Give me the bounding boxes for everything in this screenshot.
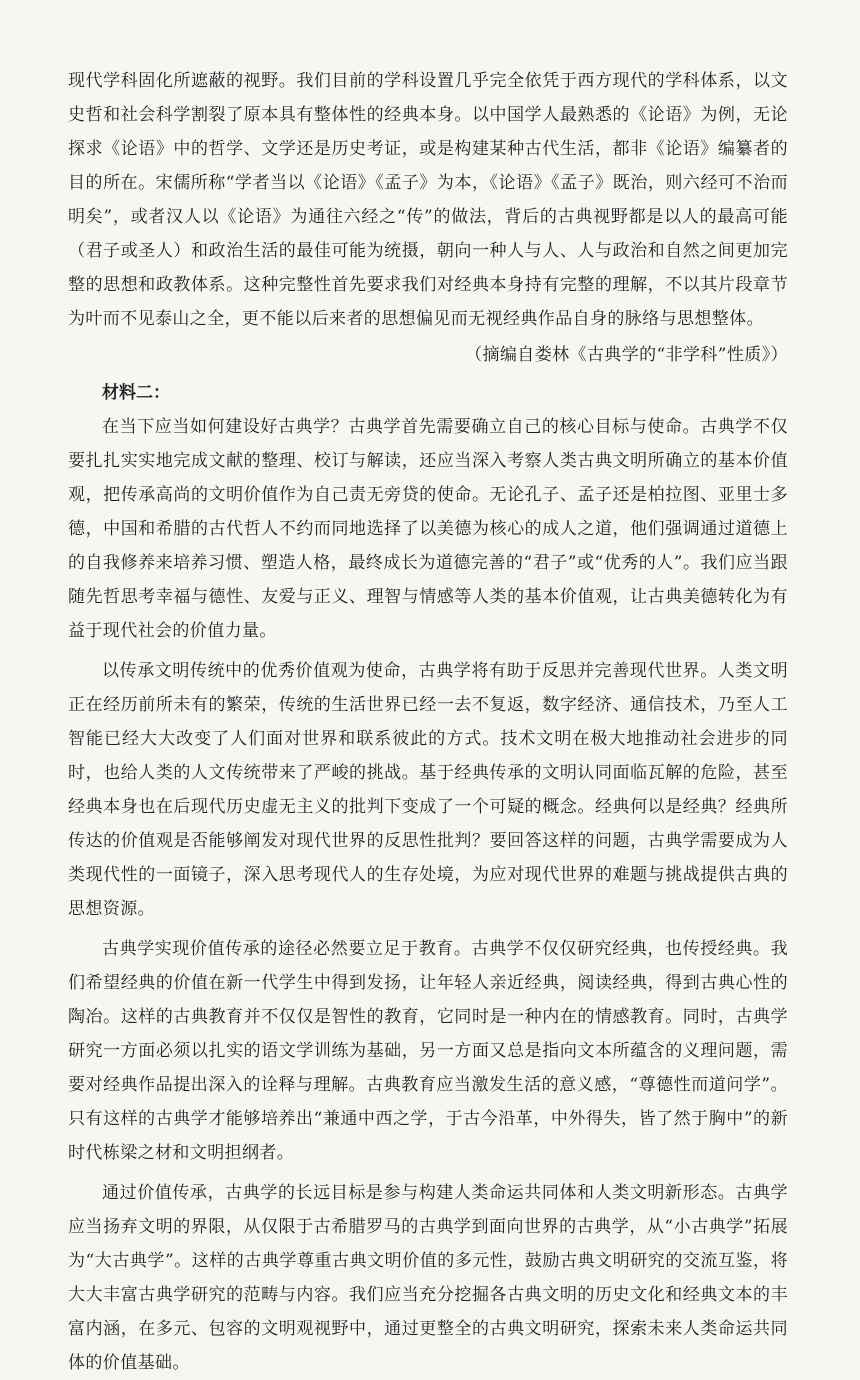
- section-heading: 材料二：: [102, 383, 170, 403]
- paragraph: 以传承文明传统中的优秀价值观为使命，古典学将有助于反思并完善现代世界。人类文明正在经历前所未有的繁荣，传统的生活世界已经一去不复返，数字经济、通信技术，乃至人工智能已经大大改变了人们面对世界和联系彼此的方式。技术文明在极大地推动社会进步的同时，也给人类的人文传统带来了严峻的挑战。基于经典传承的文明认同面临瓦解的危险，甚至经典本身也在后现代历史虚无主义的批判下变成了一个可疑的概念。经典何以是经典？经典所传达的价值观是否能够阐发对现代世界的反思性批判？要回答这样的问题，古典学需要成为人类现代性的一面镜子，深入思考现代人的生存处境，为应对现代世界的难题与挑战提供古典的思想资源。: [68, 661, 788, 919]
- source-note: （摘编自娄林《古典学的“非学科”性质》）: [465, 345, 788, 365]
- paragraph: 通过价值传承，古典学的长远目标是参与构建人类命运共同体和人类文明新形态。古典学应当扬弃文明的界限，从仅限于古希腊罗马的古典学到面向世界的古典学，从“小古典学”拓展为“大古典学”。这样的古典学尊重古典文明价值的多元性，鼓励古典文明研究的交流互鉴，将大大丰富古典学研究的范畴与内容。我们应当充分挖掘各古典文明的历史文化和经典文本的丰富内涵，在多元、包容的文明观视野中，通过更整全的古典文明研究，探索未来人类命运共同体的价值基础。: [68, 1183, 788, 1373]
- continued-paragraph: 现代学科固化所遮蔽的视野。我们目前的学科设置几乎完全依凭于西方现代的学科体系，以文史哲和社会科学割裂了原本具有整体性的经典本身。以中国学人最熟悉的《论语》为例，无论探求《论语》中的哲学、文学还是历史考证，或是构建某种古代生活，都非《论语》编纂者的目的所在。宋儒所称“学者当以《论语》《孟子》为本，《论语》《孟子》既治，则六经可不治而明矣”，或者汉人以《论语》为通往六经之“传”的做法，背后的古典视野都是以人的最高可能（君子或圣人）和政治生活的最佳可能为统摄，朝向一种人与人、人与政治和自然之间更加完整的思想和政教体系。这种完整性首先要求我们对经典本身持有完整的理解，不以其片段章节为叶而不见泰山之全，更不能以后来者的思想偏见而无视经典作品自身的脉络与思想整体。: [68, 71, 788, 329]
- paragraph: 在当下应当如何建设好古典学？古典学首先需要确立自己的核心目标与使命。古典学不仅要扎扎实实地完成文献的整理、校订与解读，还应当深入考察人类古典文明所确立的基本价值观，把传承高尚的文明价值作为自己责无旁贷的使命。无论孔子、孟子还是柏拉图、亚里士多德，中国和希腊的古代哲人不约而同地选择了以美德为核心的成人之道，他们强调通过道德上的自我修养来培养习惯、塑造人格，最终成长为道德完善的“君子”或“优秀的人”。我们应当跟随先哲思考幸福与德性、友爱与正义、理智与情感等人类的基本价值观，让古典美德转化为有益于现代社会的价值力量。: [68, 417, 788, 641]
- document-body: [68, 64, 788, 1380]
- paragraph: 古典学实现价值传承的途径必然要立足于教育。古典学不仅仅研究经典，也传授经典。我们希望经典的价值在新一代学生中得到发扬，让年轻人亲近经典，阅读经典，得到古典心性的陶冶。这样的古典教育并不仅仅是智性的教育，它同时是一种内在的情感教育。同时，古典学研究一方面必须以扎实的语文学训练为基础，另一方面又总是指向文本所蕴含的义理问题，需要对经典作品提出深入的诠释与理解。古典教育应当激发生活的意义感，“尊德性而道问学”。只有这样的古典学才能够培养出“兼通中西之学，于古今沿革，中外得失，皆了然于胸中”的新时代栋梁之材和文明担纲者。: [68, 939, 788, 1163]
